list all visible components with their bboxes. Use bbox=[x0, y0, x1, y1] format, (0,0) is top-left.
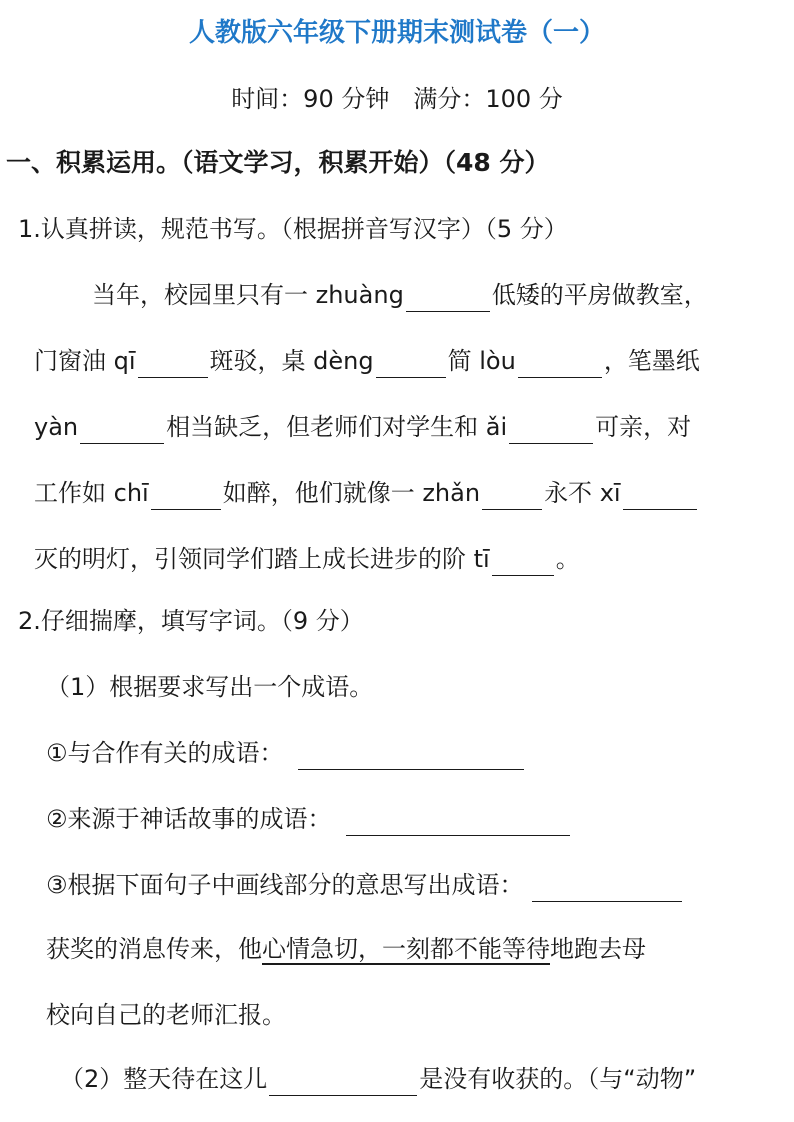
answer-blank[interactable] bbox=[532, 875, 682, 902]
q1-text: 简 lòu bbox=[447, 347, 516, 375]
answer-blank[interactable] bbox=[623, 483, 697, 510]
answer-blank[interactable] bbox=[376, 351, 446, 378]
q2-item-3 bbox=[46, 868, 684, 902]
answer-blank[interactable] bbox=[298, 743, 524, 770]
answer-blank[interactable] bbox=[509, 417, 593, 444]
q1-text: 当年，校园里只有一 zhuàng bbox=[92, 281, 404, 309]
q1-text: 灭的明灯，引领同学们踏上成长进步的阶 tī bbox=[34, 545, 490, 573]
question-2-heading: 2.仔细揣摩，填写字词。（9 分） bbox=[18, 607, 364, 635]
q2-item-text: ③根据下面句子中画线部分的意思写出成语： bbox=[46, 871, 524, 899]
q2-item-1 bbox=[46, 736, 526, 770]
answer-blank[interactable] bbox=[482, 483, 542, 510]
answer-blank[interactable] bbox=[406, 285, 490, 312]
q1-line-3 bbox=[34, 410, 691, 444]
q2-item-text: ②来源于神话故事的成语： bbox=[46, 805, 332, 833]
answer-blank[interactable] bbox=[492, 549, 554, 576]
q1-text: 。 bbox=[555, 545, 580, 573]
q1-line-5 bbox=[34, 542, 580, 576]
q1-line-4 bbox=[34, 476, 699, 510]
exam-title-text: 人教版六年级下册期末测试卷（一） bbox=[188, 18, 605, 48]
q1-text: 永不 xī bbox=[544, 479, 621, 507]
question-1-heading: 1.认真拼读，规范书写。（根据拼音写汉字）（5 分） bbox=[18, 215, 568, 243]
answer-blank[interactable] bbox=[269, 1069, 417, 1096]
q2-sentence-line-2: 校向自己的老师汇报。 bbox=[46, 1001, 286, 1029]
answer-blank[interactable] bbox=[151, 483, 221, 510]
answer-blank[interactable] bbox=[518, 351, 602, 378]
q1-text: 工作如 chī bbox=[34, 479, 149, 507]
q2-sentence-line-1 bbox=[46, 932, 646, 966]
q1-text: 相当缺乏，但老师们对学生和 ǎi bbox=[166, 413, 508, 441]
q1-text: yàn bbox=[34, 413, 79, 441]
section-heading: 一、积累运用。（语文学习，积累开始）（48 分） bbox=[6, 148, 550, 177]
sentence-text: 获奖的消息传来，他 bbox=[46, 935, 262, 963]
q2-item-2 bbox=[46, 802, 572, 836]
sentence-text: 地跑去母 bbox=[550, 935, 646, 963]
q1-text: 低矮的平房做教室， bbox=[491, 281, 708, 309]
answer-blank[interactable] bbox=[80, 417, 164, 444]
exam-title bbox=[0, 16, 794, 50]
underlined-phrase: 心情急切，一刻都不能等待 bbox=[262, 935, 550, 963]
q2-item-text: ①与合作有关的成语： bbox=[46, 739, 284, 767]
answer-blank[interactable] bbox=[138, 351, 208, 378]
answer-blank[interactable] bbox=[346, 809, 570, 836]
q2-part-2-text: （2）整天待在这儿 bbox=[60, 1065, 268, 1093]
q1-line-2 bbox=[34, 344, 700, 378]
exam-info: 时间：90 分钟 满分：100 分 bbox=[231, 85, 563, 113]
q2-part-2-text: 是没有收获的。（与“动物” bbox=[419, 1065, 697, 1093]
q1-text: ，笔墨纸 bbox=[603, 347, 700, 375]
q2-part-1: （1）根据要求写出一个成语。 bbox=[46, 673, 374, 701]
q1-text: 可亲，对 bbox=[595, 413, 692, 441]
q1-text: 斑驳，桌 dèng bbox=[209, 347, 374, 375]
q2-part-2 bbox=[60, 1062, 696, 1096]
q1-line-1 bbox=[92, 278, 708, 312]
q1-text: 如醉，他们就像一 zhǎn bbox=[222, 479, 481, 507]
q1-text: 门窗油 qī bbox=[34, 347, 136, 375]
